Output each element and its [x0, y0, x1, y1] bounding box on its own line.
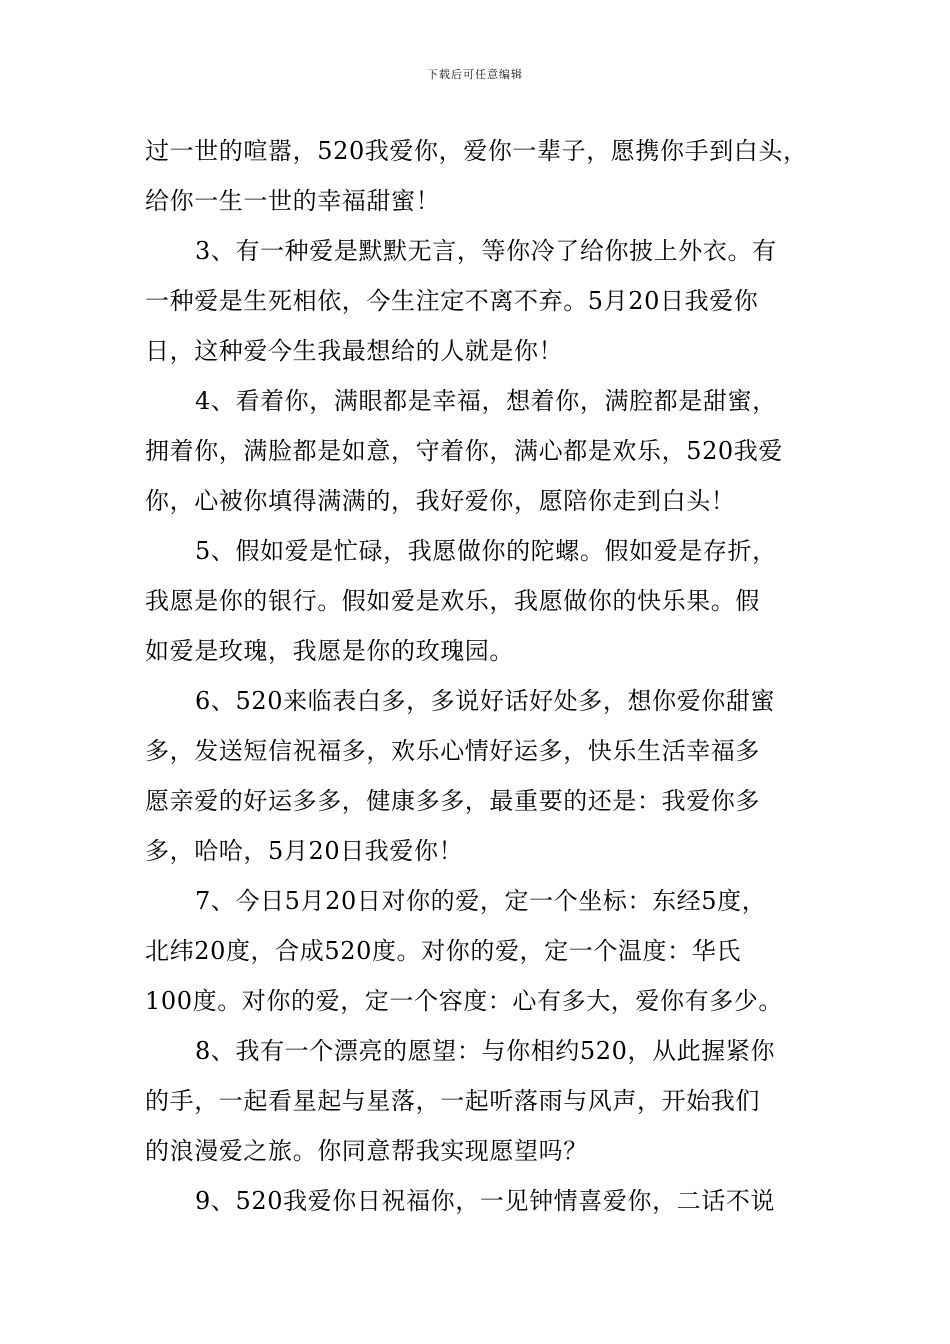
text-line: 愿亲爱的好运多多，健康多多，最重要的还是：我爱你多	[145, 787, 760, 815]
paragraph-start-line: 9、520我爱你日祝福你，一见钟情喜爱你，二话不说	[195, 1187, 776, 1215]
paragraph-start-line: 3、有一种爱是默默无言，等你冷了给你披上外衣。有	[195, 237, 777, 265]
text-line: 100度。对你的爱，定一个容度：心有多大，爱你有多少。	[145, 987, 784, 1015]
text-line: 北纬20度，合成520度。对你的爱，定一个温度：华氏	[145, 937, 741, 965]
text-line: 拥着你，满脸都是如意，守着你，满心都是欢乐，520我爱	[145, 437, 784, 465]
text-line: 日，这种爱今生我最想给的人就是你！	[145, 337, 564, 365]
text-line: 你，心被你填得满满的，我好爱你，愿陪你走到白头！	[145, 487, 736, 515]
download-note: 下载后可任意编辑	[427, 68, 523, 81]
paragraph-start-line: 8、我有一个漂亮的愿望：与你相约520，从此握紧你	[195, 1037, 776, 1065]
text-line: 的浪漫爱之旅。你同意帮我实现愿望吗？	[145, 1137, 588, 1165]
paragraph-start-line: 7、今日5月20日对你的爱，定一个坐标：东经5度，	[195, 887, 767, 915]
text-line: 如爱是玫瑰，我愿是你的玫瑰园。	[145, 637, 514, 665]
text-line: 给你一生一世的幸福甜蜜！	[145, 187, 441, 215]
text-line: 多，哈哈，5月20日我爱你！	[145, 837, 464, 865]
text-line: 过一世的喧嚣，520我爱你，爱你一辈子，愿携你手到白头，	[145, 137, 808, 165]
text-line: 的手，一起看星起与星落，一起听落雨与风声，开始我们	[145, 1087, 760, 1115]
paragraph-start-line: 5、假如爱是忙碌，我愿做你的陀螺。假如爱是存折，	[195, 537, 777, 565]
text-line: 多，发送短信祝福多，欢乐心情好运多，快乐生活幸福多	[145, 737, 760, 765]
document-body	[145, 126, 810, 1226]
text-line: 我愿是你的银行。假如爱是欢乐，我愿做你的快乐果。假	[145, 587, 760, 615]
paragraph-start-line: 4、看着你，满眼都是幸福，想着你，满腔都是甜蜜，	[195, 387, 777, 415]
paragraph-start-line: 6、520来临表白多，多说好话好处多，想你爱你甜蜜	[195, 687, 776, 715]
text-line: 一种爱是生死相依，今生注定不离不弃。5月20日我爱你	[145, 287, 759, 315]
